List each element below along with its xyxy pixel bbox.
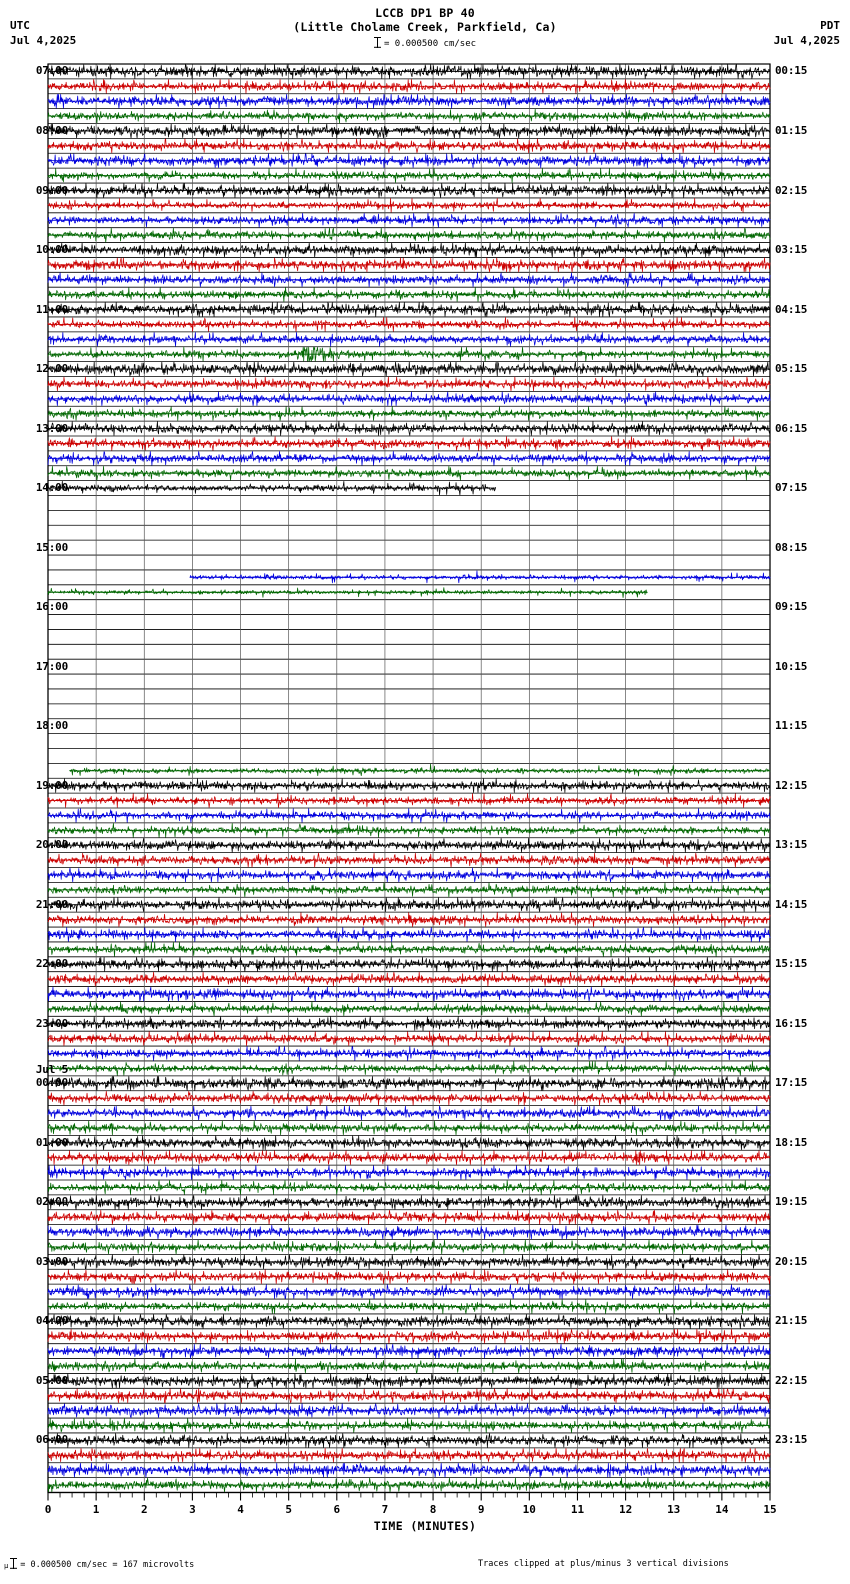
left-time-label: 09:00 <box>35 183 68 197</box>
x-axis-tick-label: 11 <box>570 1502 585 1516</box>
right-time-label: 05:15 <box>775 362 808 375</box>
x-axis-tick-label: 10 <box>522 1502 536 1516</box>
left-time-label: 08:00 <box>35 124 68 137</box>
left-time-label: 14:00 <box>35 481 68 495</box>
x-axis-tick-label: 0 <box>44 1502 52 1516</box>
footer-scale-bar-icon <box>10 1558 17 1569</box>
right-time-label: 22:15 <box>775 1373 808 1387</box>
left-time-label: 03:00 <box>35 1254 68 1268</box>
right-time-label: 16:15 <box>775 1016 808 1030</box>
x-axis-title: TIME (MINUTES) <box>373 1518 477 1533</box>
right-time-label: 14:15 <box>775 897 808 911</box>
x-axis-tick-label: 6 <box>333 1502 341 1516</box>
right-time-label: 04:15 <box>775 302 808 316</box>
right-date-label: Jul 4,2025 <box>773 34 840 47</box>
right-time-label: 12:15 <box>775 778 808 792</box>
right-time-label: 06:15 <box>775 421 808 435</box>
right-time-label: 10:15 <box>775 659 808 673</box>
x-axis-tick-label: 13 <box>667 1502 681 1516</box>
scale-legend-text: = 0.000500 cm/sec <box>383 39 477 49</box>
x-axis-tick-label: 7 <box>381 1502 389 1516</box>
left-time-label: 07:00 <box>35 64 68 78</box>
left-time-label: 21:00 <box>35 897 68 911</box>
x-axis-tick-label: 12 <box>618 1502 633 1516</box>
x-axis-tick-label: 3 <box>189 1502 196 1516</box>
left-time-label: 17:00 <box>35 659 68 673</box>
left-time-label: 19:00 <box>35 778 68 792</box>
left-time-label: 22:00 <box>35 957 68 971</box>
right-time-label: 11:15 <box>775 719 808 733</box>
right-time-label: 01:15 <box>775 124 808 137</box>
right-time-label: 15:15 <box>775 957 808 971</box>
x-axis-tick-label: 5 <box>285 1502 292 1516</box>
left-time-label: 04:00 <box>35 1314 68 1328</box>
right-time-label: 17:15 <box>775 1076 808 1090</box>
x-axis-tick-label: 9 <box>477 1502 485 1516</box>
micro-symbol: µ <box>4 1562 9 1570</box>
station-location: (Little Cholame Creek, Parkfield, Ca) <box>293 20 557 34</box>
left-time-label: 18:00 <box>35 719 68 733</box>
left-time-label: 12:00 <box>35 362 68 375</box>
right-time-label: 23:15 <box>775 1433 808 1447</box>
right-time-label: 09:15 <box>775 600 808 614</box>
x-axis-tick-marks <box>48 1492 770 1500</box>
left-time-label: 02:00 <box>35 1195 68 1209</box>
left-time-label: 15:00 <box>35 540 68 554</box>
left-time-label: 01:00 <box>35 1135 68 1149</box>
left-time-label: 16:00 <box>35 600 68 614</box>
right-time-label: 21:15 <box>775 1314 808 1328</box>
left-time-label: 11:00 <box>35 302 68 316</box>
left-time-label: 23:00 <box>35 1016 68 1030</box>
right-time-label: 02:15 <box>775 183 808 197</box>
left-time-label: 13:00 <box>35 421 68 435</box>
left-time-label: 00:00 <box>35 1076 68 1090</box>
page-title: LCCB DP1 BP 40 <box>375 6 475 20</box>
footer-scale-note <box>4 1558 194 1570</box>
right-time-label: 18:15 <box>775 1135 808 1149</box>
left-time-label: 10:00 <box>35 243 68 256</box>
left-timezone-label: UTC <box>10 19 30 32</box>
footer-scale-text: = 0.000500 cm/sec = 167 microvolts <box>20 1560 195 1570</box>
right-time-label: 03:15 <box>775 243 808 256</box>
right-time-label: 08:15 <box>775 540 808 554</box>
x-axis-tick-label: 15 <box>763 1502 777 1516</box>
left-time-label: 06:00 <box>35 1433 68 1447</box>
right-time-label: 13:15 <box>775 838 808 852</box>
right-time-label: 07:15 <box>775 481 808 495</box>
x-axis-tick-label: 1 <box>92 1502 100 1516</box>
x-axis-tick-label: 4 <box>237 1502 244 1516</box>
left-date-label: Jul 4,2025 <box>10 34 77 47</box>
right-time-label: 19:15 <box>775 1195 808 1209</box>
left-day-marker: Jul 5 <box>35 1063 68 1077</box>
right-timezone-label: PDT <box>820 19 840 32</box>
footer-clip-note: Traces clipped at plus/minus 3 vertical divisions <box>478 1559 729 1569</box>
left-time-label: 20:00 <box>35 838 68 852</box>
x-axis-tick-label: 14 <box>715 1502 729 1516</box>
x-axis-tick-label: 8 <box>429 1502 437 1516</box>
x-axis-tick-label: 2 <box>140 1502 148 1516</box>
left-time-label: 05:00 <box>35 1373 68 1387</box>
right-time-label: 00:15 <box>775 64 808 78</box>
right-time-label: 20:15 <box>775 1254 808 1268</box>
